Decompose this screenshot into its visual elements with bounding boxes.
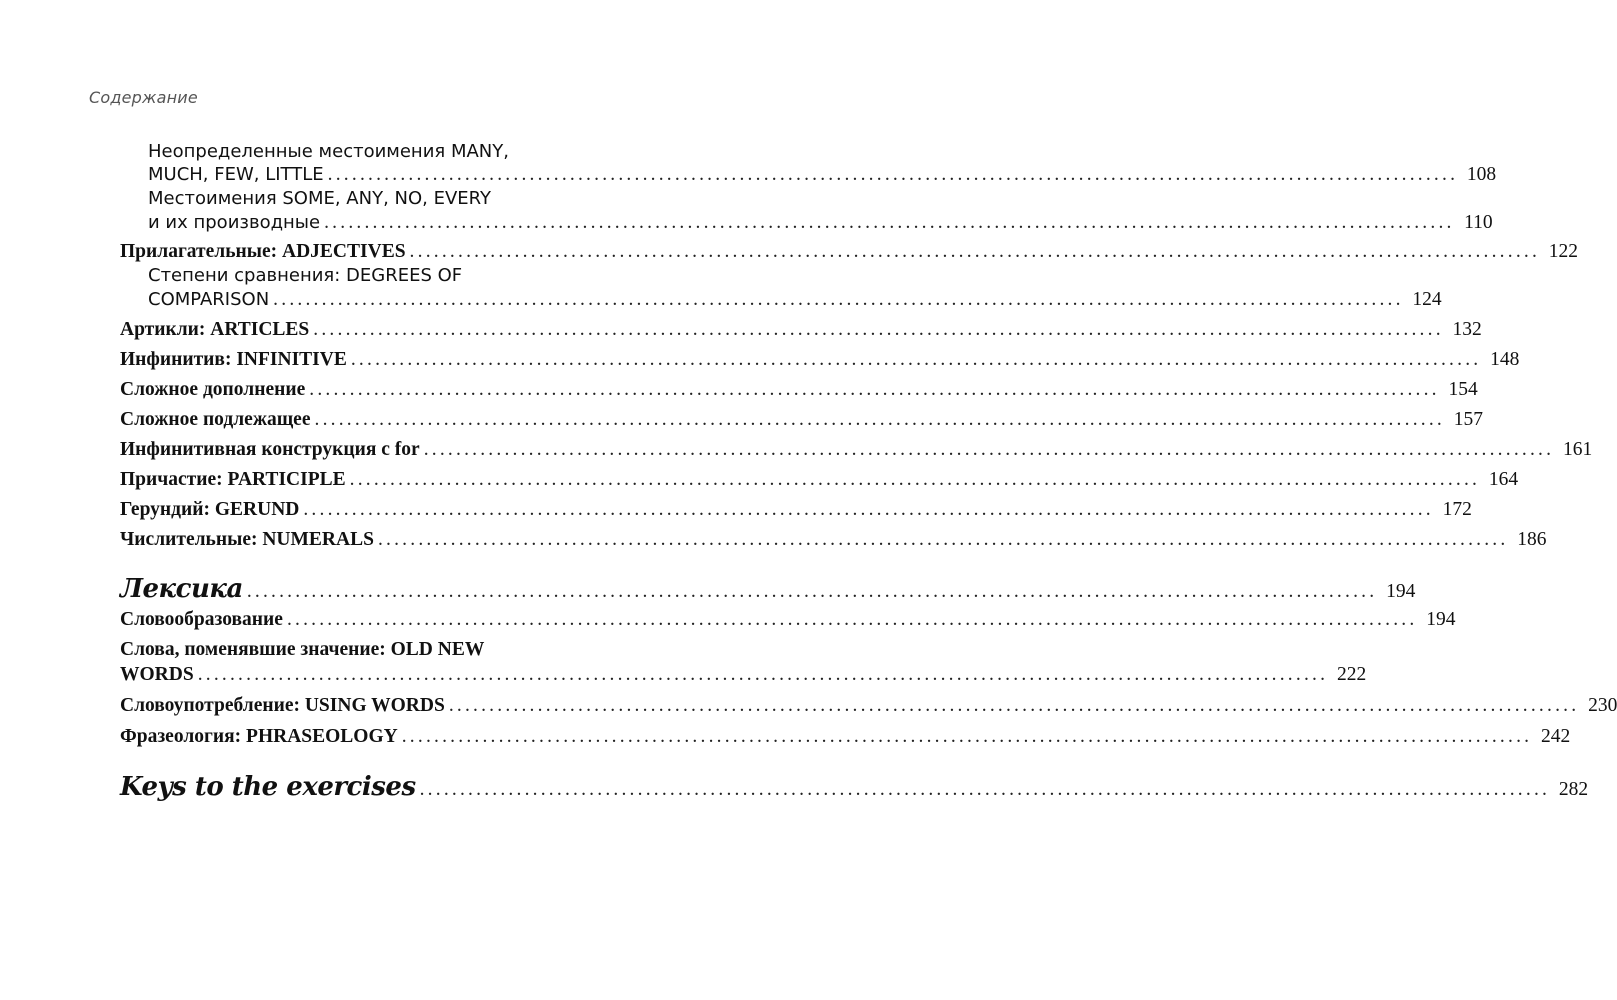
toc-entry-label: Сложное подлежащее (120, 409, 311, 430)
toc-section-label: Keys to the exercises (120, 772, 416, 802)
toc-page-number: 161 (1562, 439, 1593, 460)
toc-entry[interactable] (120, 499, 1472, 521)
toc-page-number: 186 (1517, 529, 1547, 550)
toc-page-number: 282 (1558, 779, 1589, 800)
toc-page-number: 124 (1412, 289, 1442, 310)
toc-entry[interactable] (120, 319, 1482, 341)
toc-entry[interactable] (120, 726, 1571, 748)
toc-entry[interactable] (120, 409, 1483, 431)
toc-page-number: 154 (1448, 379, 1478, 400)
dot-leader: ............................................................................................................................................ (246, 581, 1378, 602)
toc-page-number: 194 (1426, 609, 1456, 630)
dot-leader: ............................................................................................................................................ (401, 726, 1533, 747)
dot-leader: ............................................................................................................................................ (314, 409, 1445, 430)
toc-entry-label: Сложное дополнение (120, 379, 306, 400)
toc-section-heading[interactable] (120, 772, 1589, 802)
dot-leader: ............................................................................................................................................ (350, 349, 1482, 370)
toc-entry-label: Фразеология: PHRASEOLOGY (120, 726, 398, 747)
toc-entry-label-line: Неопределенные местоимения MANY, (148, 141, 509, 162)
toc-entry[interactable] (120, 379, 1478, 401)
toc-entry[interactable] (120, 664, 1367, 686)
toc-entry-label: Инфинитивная конструкция с for (120, 439, 420, 460)
toc-entry-label-line: Местоимения SOME, ANY, NO, EVERY (148, 188, 492, 209)
dot-leader: ............................................................................................................................................ (327, 164, 1459, 185)
toc-entry-label-line: Степени сравнения: DEGREES OF (148, 265, 463, 286)
toc-page-number: 164 (1488, 469, 1519, 490)
dot-leader: ............................................................................................................................................ (448, 695, 1580, 716)
toc-entry-label: Словоупотребление: USING WORDS (120, 695, 445, 716)
toc-entry[interactable] (120, 349, 1520, 371)
dot-leader: ............................................................................................................................................ (377, 529, 1509, 550)
dot-leader: ............................................................................................................................................ (419, 779, 1551, 800)
toc-entry[interactable] (120, 469, 1519, 491)
toc-entry-label: Числительные: NUMERALS (120, 529, 374, 550)
toc-entry[interactable] (120, 695, 1617, 717)
dot-leader: ............................................................................................................................................ (324, 212, 1455, 233)
dot-leader: ............................................................................................................................................ (286, 609, 1418, 630)
toc-entry-label: COMPARISON (148, 289, 270, 310)
toc-entry-label-line: Слова, поменявшие значение: OLD NEW (120, 639, 485, 660)
toc-page-number: 108 (1466, 164, 1497, 185)
toc-entry-label: Причастие: PARTICIPLE (120, 469, 346, 490)
toc-entry[interactable] (120, 241, 1579, 263)
toc-entry[interactable] (120, 609, 1456, 631)
toc-entry-label: WORDS (120, 664, 194, 685)
toc-page-number: 172 (1442, 499, 1472, 520)
running-header: Содержание (89, 88, 198, 107)
dot-leader: ............................................................................................................................................ (309, 379, 1440, 400)
toc-entry[interactable] (148, 289, 1442, 311)
toc-page-number: 222 (1336, 664, 1367, 685)
dot-leader: ............................................................................................................................................ (303, 499, 1434, 520)
toc-entry-label: и их производные (148, 212, 321, 233)
dot-leader: ............................................................................................................................................ (197, 664, 1329, 685)
toc-page-number: 230 (1588, 695, 1617, 716)
toc-page-number: 110 (1464, 212, 1493, 233)
toc-entry-label: MUCH, FEW, LITTLE (148, 164, 324, 185)
dot-leader: ............................................................................................................................................ (313, 319, 1444, 340)
toc-entry[interactable] (120, 529, 1547, 551)
toc-page-number: 194 (1386, 581, 1416, 602)
toc-entry[interactable] (148, 212, 1493, 234)
toc-page-number: 242 (1540, 726, 1571, 747)
dot-leader: ............................................................................................................................................ (423, 439, 1555, 460)
dot-leader: ............................................................................................................................................ (409, 241, 1541, 262)
toc-section-heading[interactable] (120, 574, 1416, 604)
toc-page-number: 132 (1452, 319, 1482, 340)
toc-entry-label: Герундий: GERUND (120, 499, 300, 520)
toc-entry[interactable] (120, 439, 1593, 461)
toc-entry-label: Артикли: ARTICLES (120, 319, 310, 340)
toc-entry[interactable] (148, 164, 1497, 186)
dot-leader: ............................................................................................................................................ (273, 289, 1404, 310)
toc-page-number: 157 (1453, 409, 1483, 430)
dot-leader: ............................................................................................................................................ (349, 469, 1481, 490)
toc-entry-label: Инфинитив: INFINITIVE (120, 349, 347, 370)
toc-entry-label: Словообразование (120, 609, 283, 630)
toc-section-label: Лексика (120, 574, 243, 604)
toc-page-number: 122 (1548, 241, 1579, 262)
toc-page-number: 148 (1490, 349, 1520, 370)
toc-entry-label: Прилагательные: ADJECTIVES (120, 241, 406, 262)
